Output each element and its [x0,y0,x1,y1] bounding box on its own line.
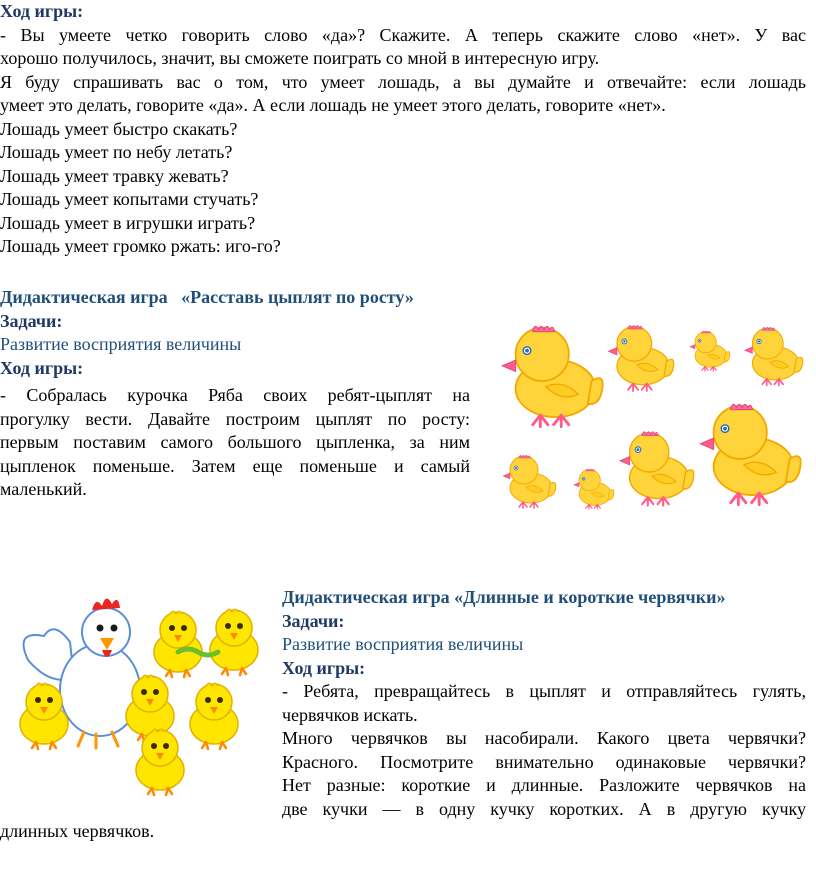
section2-line-1: - Собралась курочка Ряба своих ребят-цыплят на [0,385,470,405]
section1-heading: Ход игры: [0,1,84,21]
section3-line-1: - Ребята, превращайтесь в цыплят и отправляйтесь гулять, [282,681,806,701]
section2-body [0,384,470,502]
chicks-illustration [490,318,812,534]
chick-small-2 [503,455,556,508]
section2-title: Дидактическая игра «Расставь цыплят по росту» [0,287,414,307]
question-1: Лошадь умеет быстро скакать? [0,118,238,139]
section1-line-3: Я буду спрашивать вас о том, что умеет лошадь, а вы думайте и отвечайте: если лошадь [0,71,806,92]
chick-medium-3 [620,432,694,506]
section3-line-2: червячков искать. [282,704,418,725]
section2-line-4: цыпленок поменьше. Затем еще поменьше и самый [0,455,470,476]
chick-2 [210,609,258,675]
section1-line-4: умеет это делать, говорите «да». А если лошадь не умеет этого делать, говорите «нет». [0,95,666,115]
section2-game-heading: Ход игры: [0,357,84,378]
chick-large-1 [502,326,602,426]
question-2: Лошадь умеет по небу летать? [0,142,233,162]
section2-line-3: первым поставим самого большого цыпленка, за ним [0,432,470,452]
chick-tiny [574,469,614,509]
chick-medium-2 [745,327,803,385]
section2-line-2: прогулку вести. Давайте построим цыплят по росту: [0,408,470,429]
chick-medium-1 [608,326,673,391]
section1-line-2: хорошо получилось, значит, вы сможете поиграть со мной в интересную игру. [0,48,600,68]
question-6: Лошадь умеет громко ржать: иго-го? [0,236,281,256]
question-3: Лошадь умеет травку жевать? [0,165,229,186]
section3-title: Дидактическая игра «Длинные и короткие червячки» [282,587,726,607]
question-5: Лошадь умеет в игрушки играть? [0,212,256,233]
section3-game-heading: Ход игры: [282,657,366,678]
chick-small-1 [690,331,730,371]
section3-line-3: Много червячков вы насобирали. Какого цвета червячки? [282,728,806,748]
chick-large-2 [700,404,800,504]
section2-line-5: маленький. [0,479,87,499]
section3-line-4: Красного. Посмотрите внимательно одинаковые червячки? [282,751,806,772]
section3-tasks-text: Развитие восприятия величины [282,634,524,654]
section3-line-6: две кучки — в одну кучку коротких. А в другую кучку [282,798,806,819]
hen-chicks-illustration [14,590,272,806]
section2-tasks-text: Развитие восприятия величины [0,334,242,354]
section1-line-1: - Вы умеете четко говорить слово «да»? Скажите. А теперь скажите слово «нет». У вас [0,24,806,45]
chick-5 [190,683,238,749]
chick-1 [154,611,202,677]
section3-tasks-heading: Задачи: [282,610,345,631]
question-4: Лошадь умеет копытами стучать? [0,189,259,209]
section-horse-game [0,0,806,259]
section2-tasks-heading: Задачи: [0,310,63,331]
section3-line-5: Нет разные: короткие и длинные. Разложите червячков на [282,775,806,795]
section-worms-game [282,586,806,821]
section3-tail-line: длинных червячков. [0,821,155,841]
